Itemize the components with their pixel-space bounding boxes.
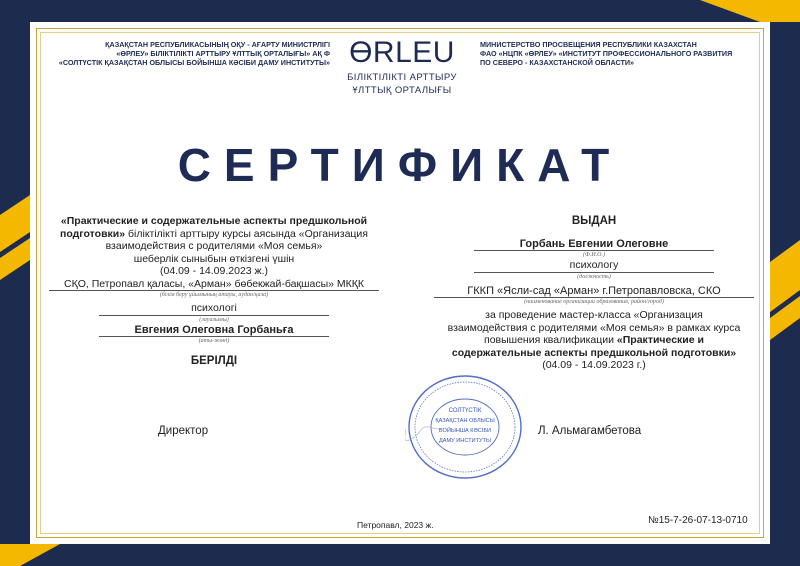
left-recipient-name: Евгения Олеговна Горбаньға: [99, 324, 329, 338]
left-course-bold: «Практические и содержательные аспекты предшкольной подготовки»: [60, 215, 368, 240]
left-org-caption: (білім беру ұйымының атауы, аудан/қала): [159, 292, 269, 298]
left-dates: (04.09 - 14.09.2023 ж.): [159, 265, 268, 277]
right-recipient-name: Горбань Евгении Олеговне: [474, 238, 714, 252]
header-left-kz: [52, 40, 330, 67]
right-course-paragraph: [444, 309, 744, 359]
seal-center-line-1: СОЛТҮСТІК: [448, 408, 482, 414]
right-org-caption: (наименование организации образования, район/город): [524, 299, 664, 305]
header-right-line-2: ФАО «НЦПК «ӨРЛЕУ» «ИНСТИТУТ ПРОФЕССИОНАЛЬНОГО РАЗВИТИЯ: [480, 49, 733, 58]
seal-center-line-4: ДАМУ ИНСТИТУТЫ: [439, 438, 491, 444]
director-name: Л. Альмагамбетова: [538, 425, 642, 437]
left-position: психологі: [99, 302, 329, 316]
header-right-ru: [480, 40, 750, 67]
left-course-paragraph: [38, 215, 390, 253]
left-issued: БЕРІЛДІ: [190, 355, 238, 367]
right-position-caption: (должность): [577, 273, 611, 280]
logo-subtitle-2: ҰЛТТЫҚ ОРТАЛЫҒЫ: [352, 85, 452, 96]
gold-corner-top-right: [700, 0, 800, 22]
left-masterclass-line: шеберлік сыныбын өткізгені үшін: [133, 252, 295, 265]
right-name-caption: (Ф.И.О.): [583, 252, 605, 258]
institute-seal: [405, 372, 525, 482]
certificate-title: СЕРТИФИКАТ: [177, 139, 623, 191]
header-right-line-3: ПО СЕВЕРО - КАЗАХСТАНСКОЙ ОБЛАСТИ»: [480, 58, 635, 67]
left-name-caption: (аты-жөні): [198, 338, 230, 344]
header-right-line-1: МИНИСТЕРСТВО ПРОСВЕЩЕНИЯ РЕСПУБЛИКИ КАЗАХСТАН: [480, 40, 697, 49]
right-issued: ВЫДАН: [571, 215, 617, 227]
left-column-kz: [38, 215, 390, 368]
right-org: ГККП «Ясли-сад «Арман» г.Петропавловска, СКО: [434, 285, 754, 299]
header-left-line-2: «ӨРЛЕУ» БІЛІКТІЛІКТІ АРТТЫРУ ҰЛТТЫҚ ОРТАЛЫҒЫ» АҚ Ф: [116, 49, 330, 58]
right-column-ru: [418, 215, 770, 372]
right-position: психологу: [474, 259, 714, 273]
header-left-line-3: «СОЛТҮСТІК ҚАЗАҚСТАН ОБЛЫСЫ БОЙЫНША КӘСІБИ ДАМУ ИНСТИТУТЫ»: [58, 58, 330, 67]
seal-center-line-3: БОЙЫНША КӘСІБИ: [438, 428, 492, 434]
gold-corner-bottom-left: [0, 544, 60, 566]
right-text-rest: за проведение мастер-класса «Организация взаимодействия с родителями «Моя семья» в рамках курса повышения квалификации: [447, 309, 741, 346]
director-label: Директор: [158, 425, 209, 437]
right-dates: (04.09 - 14.09.2023 г.): [542, 359, 646, 371]
right-course-bold: «Практические и содержательные аспекты предшкольной подготовки»: [451, 334, 737, 359]
certificate-number: №15-7-26-07-13-0710: [648, 515, 748, 526]
left-org: СҚО, Петропавл қаласы, «Арман» бөбекжай-бақшасы» МКҚК: [49, 278, 379, 292]
orleu-logo: [334, 36, 470, 96]
footer-city-year: Петропавл, 2023 ж.: [357, 520, 434, 530]
logo-subtitle-1: БІЛІКТІЛІКТІ АРТТЫРУ: [347, 72, 457, 83]
seal-center-line-2: ҚАЗАҚСТАН ОБЛЫСЫ: [435, 418, 495, 424]
left-position-caption: (лауазымы): [199, 316, 229, 323]
left-course-rest: біліктілікті арттыру курсы аясында «Организация взаимодействия с родителями «Моя семья»: [105, 227, 368, 252]
header-left-line-1: ҚАЗАҚСТАН РЕСПУБЛИКАСЫНЫҢ ОҚУ - АҒАРТУ МИНИСТРЛІГІ: [105, 40, 330, 49]
logo-word: ӨRLEU: [349, 36, 455, 69]
